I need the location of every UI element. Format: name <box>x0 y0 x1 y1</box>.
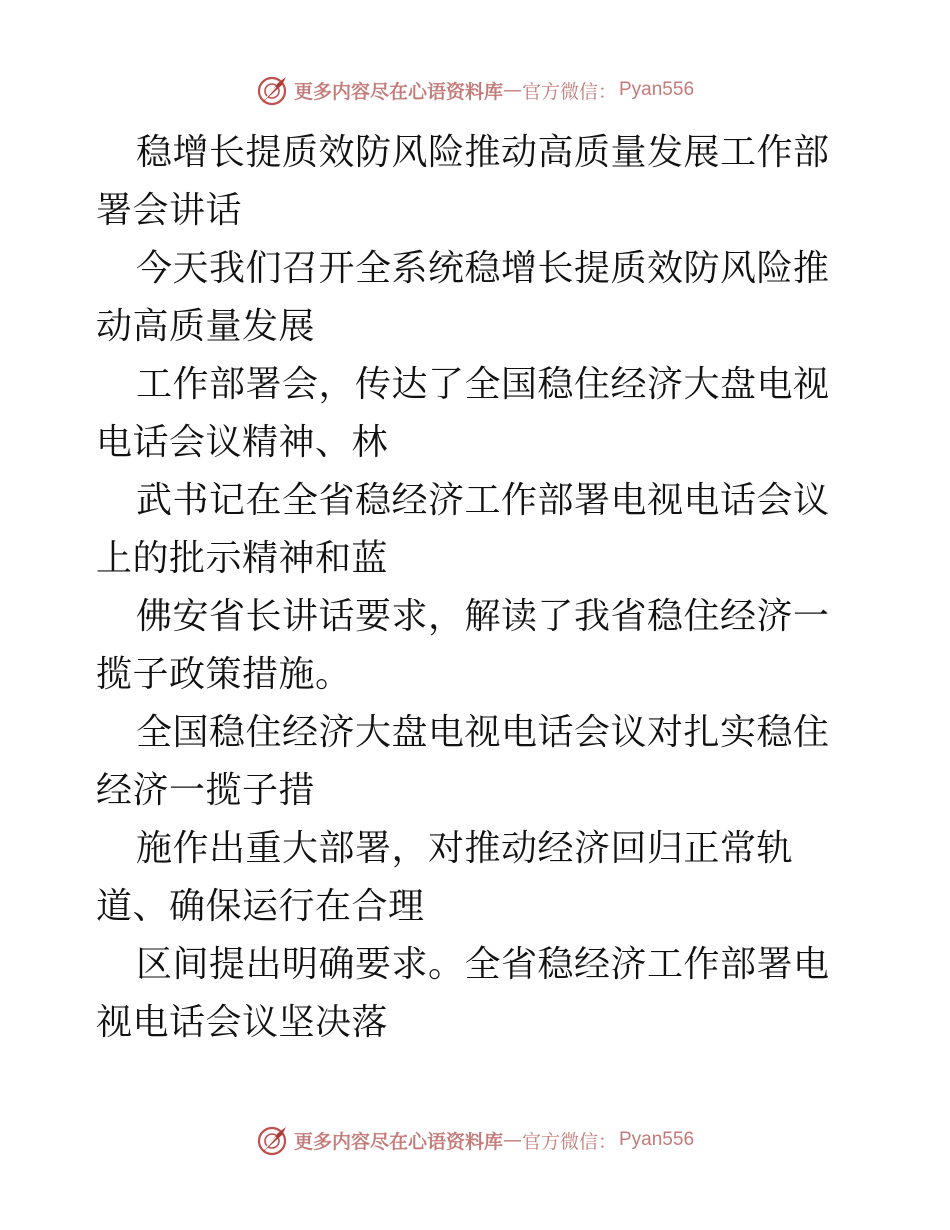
paragraph: 武书记在全省稳经济工作部署电视电话会议上的批示精神和蓝 <box>96 480 830 579</box>
paragraph: 今天我们召开全系统稳增长提质效防风险推动高质量发展 <box>96 248 830 347</box>
watermark-separator: — <box>502 1129 522 1151</box>
watermark-wechat-id: Pyan556 <box>619 79 695 100</box>
quill-logo-icon <box>256 1123 290 1157</box>
paragraph: 全国稳住经济大盘电视电话会议对扎实稳住经济一揽子措 <box>96 712 830 811</box>
document-body <box>96 124 856 1052</box>
paragraph: 佛安省长讲话要求，解读了我省稳住经济一揽子政策措施。 <box>96 596 830 695</box>
watermark-wechat-id: Pyan556 <box>619 1129 695 1150</box>
watermark-site-text: 更多内容尽在心语资料库 <box>293 1130 503 1153</box>
document-title: 稳增长提质效防风险推动高质量发展工作部署会讲话 <box>96 132 830 231</box>
paragraph: 区间提出明确要求。全省稳经济工作部署电视电话会议坚决落 <box>96 944 830 1043</box>
header-watermark <box>0 70 950 110</box>
watermark-separator: — <box>502 79 522 101</box>
watermark-wechat-label: 官方微信： <box>521 80 617 103</box>
footer-watermark <box>0 1120 950 1160</box>
paragraph: 工作部署会，传达了全国稳住经济大盘电视电话会议精神、林 <box>96 364 830 463</box>
paragraph: 施作出重大部署，对推动经济回归正常轨道、确保运行在合理 <box>96 828 794 927</box>
watermark-wechat-label: 官方微信： <box>521 1130 617 1153</box>
watermark-site-text: 更多内容尽在心语资料库 <box>293 80 503 103</box>
quill-logo-icon <box>256 73 290 107</box>
